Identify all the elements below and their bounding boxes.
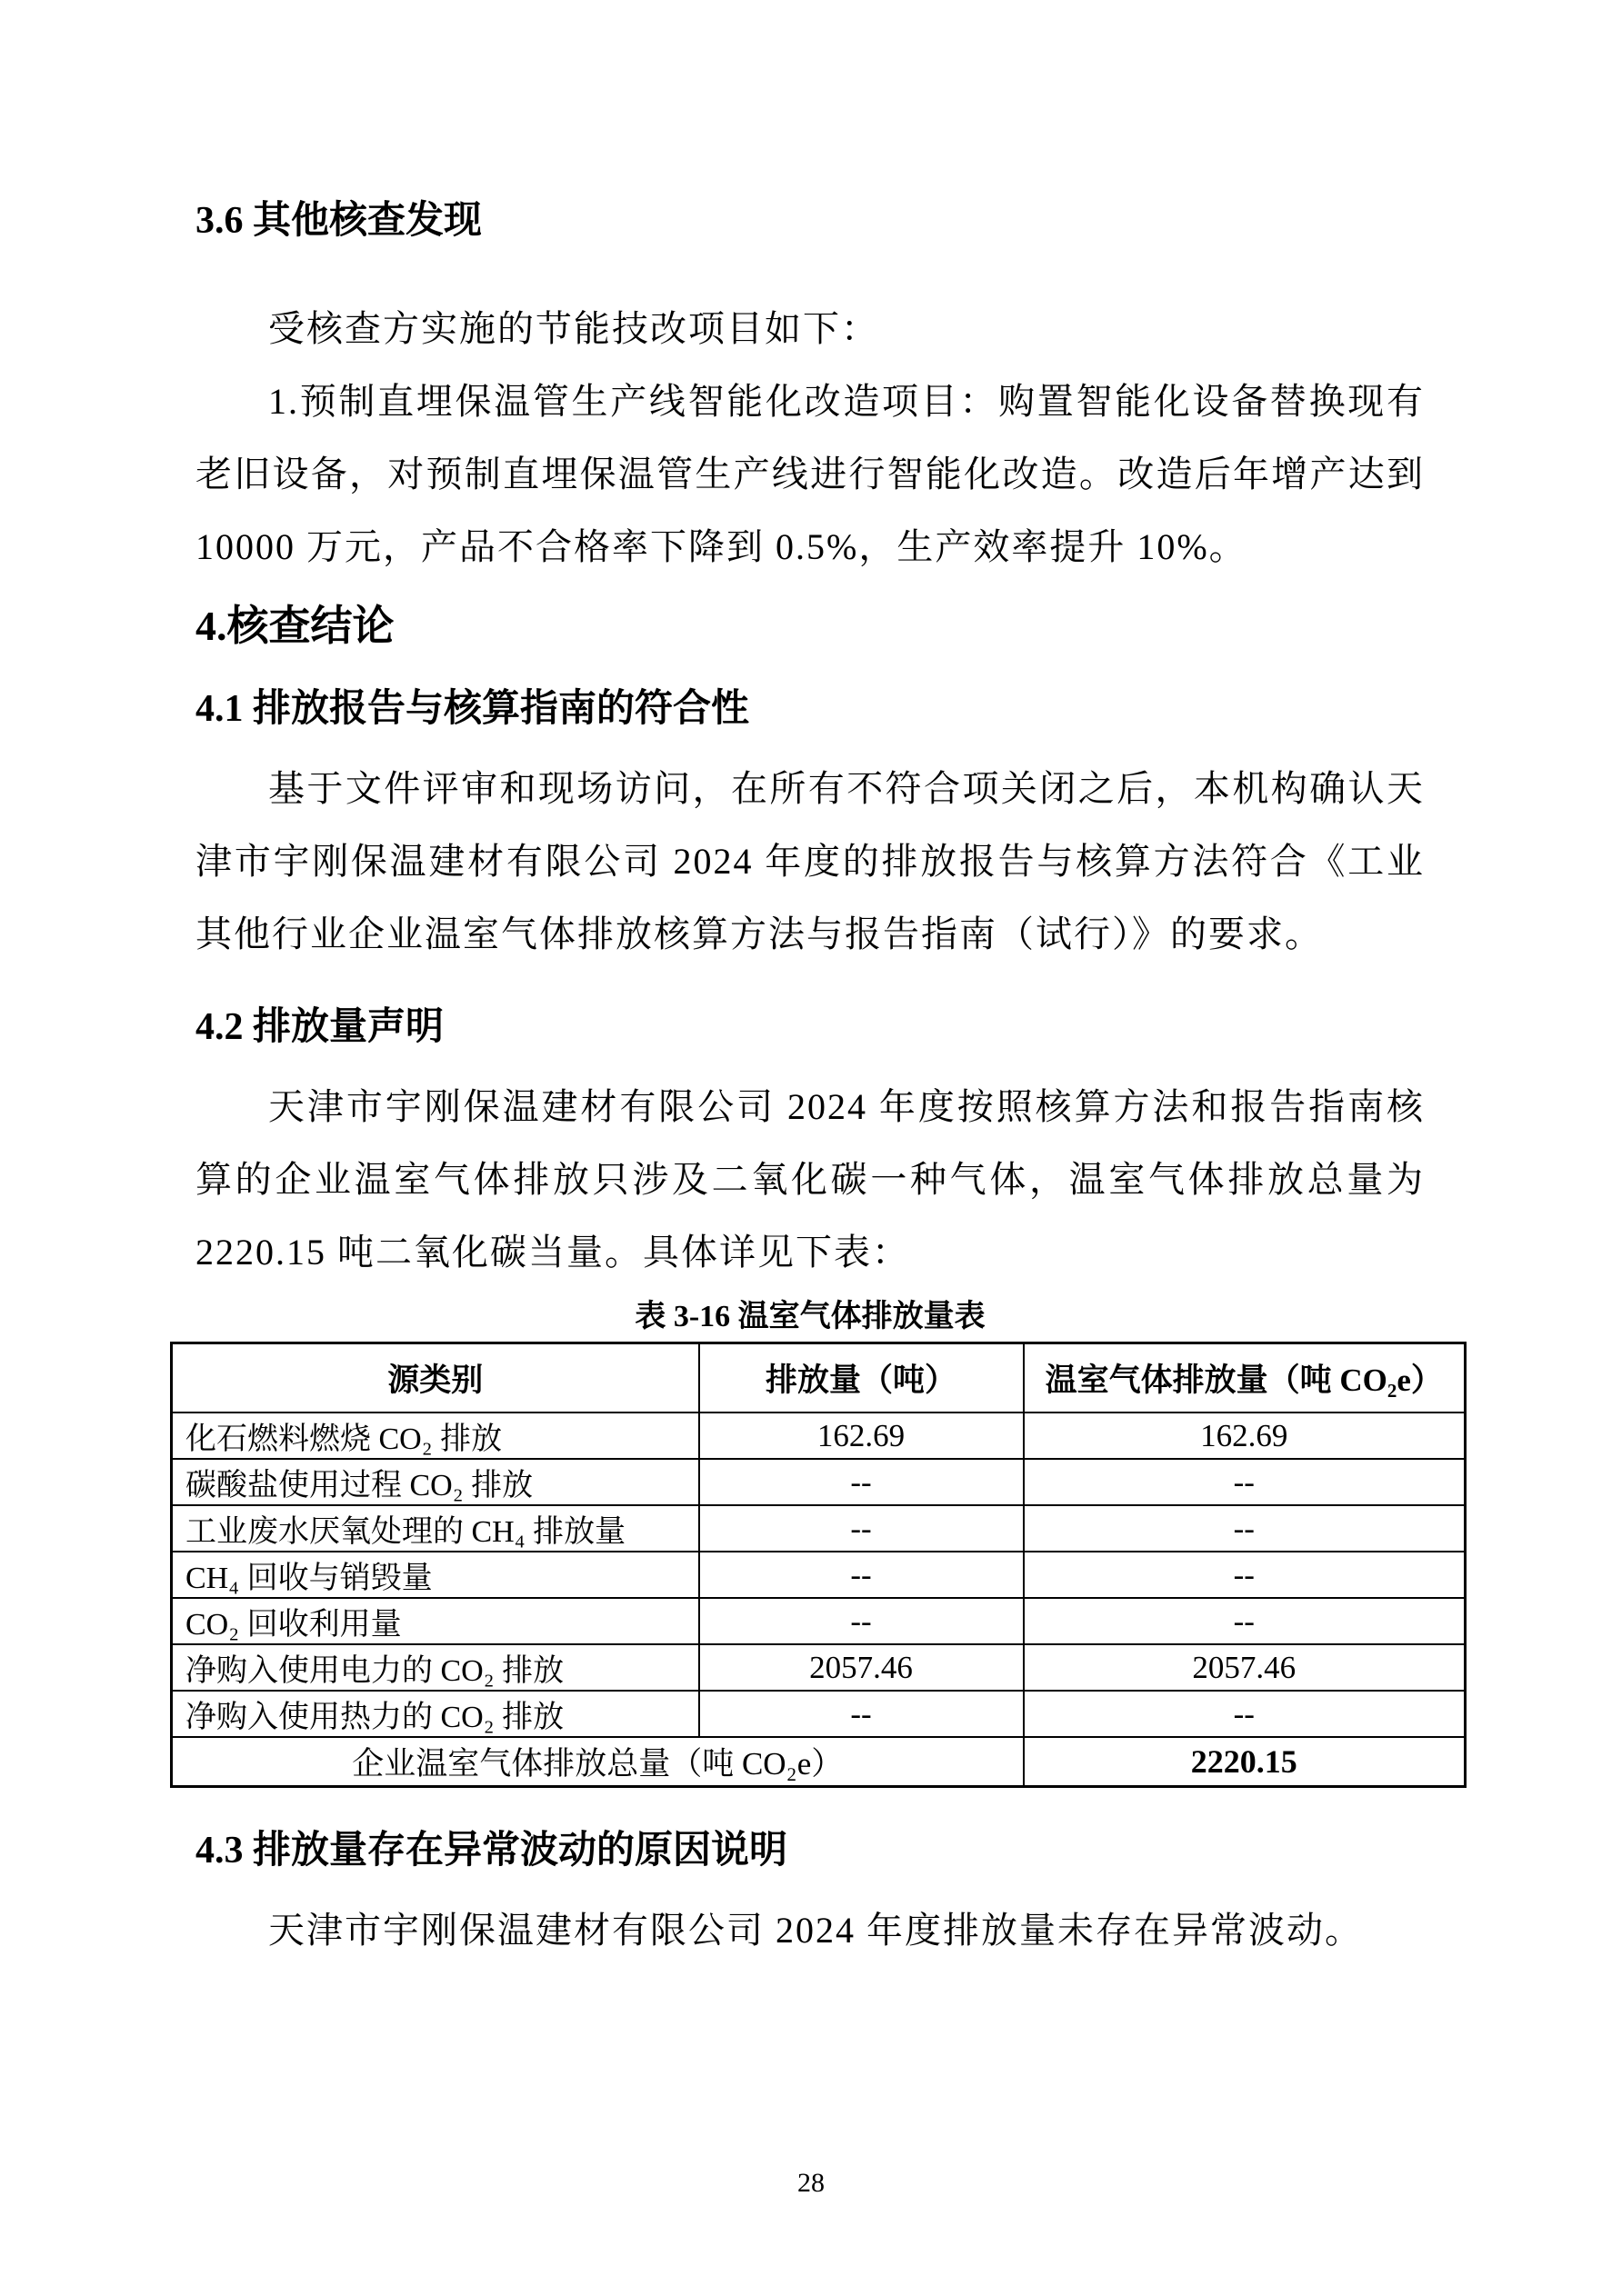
- table-row: [172, 1644, 1466, 1691]
- ghg-cell: --: [1024, 1552, 1466, 1598]
- total-label-cell: 企业温室气体排放总量（吨 CO₂e）: [172, 1737, 1024, 1787]
- table-row: [172, 1459, 1466, 1505]
- paragraph-3-6-intro: 受核查方实施的节能技改项目如下：: [268, 308, 879, 349]
- total-value-cell: 2220.15: [1024, 1737, 1466, 1787]
- ghg-cell: --: [1024, 1691, 1466, 1737]
- emissions-table: [170, 1342, 1467, 1788]
- source-cell: 工业废水厌氧处理的 CH₄ 排放量: [172, 1505, 699, 1552]
- header-source-category: 源类别: [172, 1343, 699, 1413]
- page-number: 28: [797, 2168, 825, 2198]
- ghg-cell: --: [1024, 1598, 1466, 1644]
- emission-cell: 162.69: [699, 1413, 1024, 1459]
- header-emission-amount: 排放量（吨）: [699, 1343, 1024, 1413]
- heading-3-6: 3.6 其他核查发现: [195, 200, 483, 242]
- paragraph-3-6-item1: 1.预制直埋保温管生产线智能化改造项目：购置智能化设备替换现有老旧设备，对预制直埋保温管生产线进行智能化改造。改造后年增产达到 10000 万元，产品不合格率下降到 0.5%，生产效率提升 10%。: [195, 381, 1425, 567]
- paragraph-4-3: 天津市宇刚保温建材有限公司 2024 年度排放量未存在异常波动。: [268, 1910, 1363, 1951]
- table-row: [172, 1413, 1466, 1459]
- emission-cell: --: [699, 1505, 1024, 1552]
- emission-cell: --: [699, 1459, 1024, 1505]
- source-cell: 净购入使用电力的 CO₂ 排放: [172, 1644, 699, 1691]
- table-title: 表 3-16 温室气体排放量表: [635, 1300, 986, 1333]
- heading-4-2: 4.2 排放量声明: [195, 1006, 445, 1048]
- ghg-cell: --: [1024, 1505, 1466, 1552]
- source-cell: 净购入使用热力的 CO₂ 排放: [172, 1691, 699, 1737]
- ghg-cell: --: [1024, 1459, 1466, 1505]
- paragraph-4-1: 基于文件评审和现场访问，在所有不符合项关闭之后，本机构确认天津市宇刚保温建材有限公司 2024 年度的排放报告与核算方法符合《工业其他行业企业温室气体排放核算方法与报告指南（试行）》的要求。: [195, 768, 1425, 954]
- page-content: [185, 0, 1443, 1967]
- emission-cell: --: [699, 1691, 1024, 1737]
- heading-4-1: 4.1 排放报告与核算指南的符合性: [195, 688, 750, 730]
- table-total-row: [172, 1737, 1466, 1787]
- heading-4: 4.核查结论: [195, 603, 395, 649]
- table-row: [172, 1505, 1466, 1552]
- source-cell: CO₂ 回收利用量: [172, 1598, 699, 1644]
- ghg-cell: 2057.46: [1024, 1644, 1466, 1691]
- paragraph-4-2: 天津市宇刚保温建材有限公司 2024 年度按照核算方法和报告指南核算的企业温室气体排放只涉及二氧化碳一种气体，温室气体排放总量为 2220.15 吨二氧化碳当量。具体详见下表：: [195, 1086, 1425, 1273]
- source-cell: CH₄ 回收与销毁量: [172, 1552, 699, 1598]
- header-ghg-emission-amount: 温室气体排放量（吨 CO₂e）: [1024, 1343, 1466, 1413]
- emission-cell: --: [699, 1552, 1024, 1598]
- ghg-cell: 162.69: [1024, 1413, 1466, 1459]
- emission-cell: 2057.46: [699, 1644, 1024, 1691]
- table-row: [172, 1552, 1466, 1598]
- table-row: [172, 1691, 1466, 1737]
- source-cell: 碳酸盐使用过程 CO₂ 排放: [172, 1459, 699, 1505]
- source-cell: 化石燃料燃烧 CO₂ 排放: [172, 1413, 699, 1459]
- table-header-row: [172, 1343, 1466, 1413]
- heading-4-3: 4.3 排放量存在异常波动的原因说明: [195, 1830, 788, 1872]
- emission-cell: --: [699, 1598, 1024, 1644]
- table-row: [172, 1598, 1466, 1644]
